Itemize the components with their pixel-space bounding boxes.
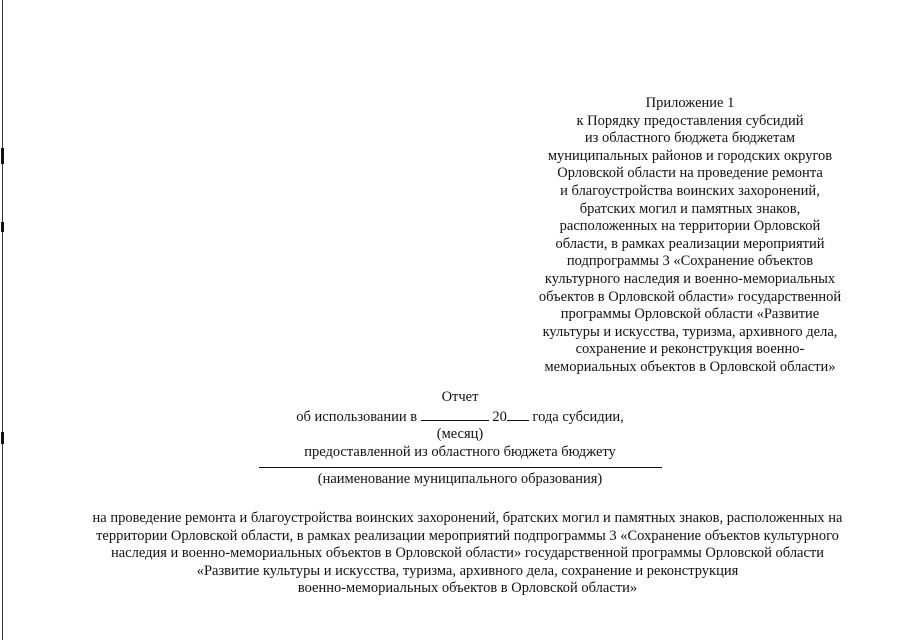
appendix-line: сохранение и реконструкция военно- — [575, 341, 805, 358]
report-usage-line — [150, 407, 770, 427]
appendix-line: расположенных на территории Орловской — [559, 218, 821, 235]
scan-edge-line — [2, 0, 3, 640]
scan-edge-mark — [1, 148, 4, 164]
year-prefix: 20 — [492, 408, 507, 425]
appendix-line: мемориальных объектов в Орловской области» — [544, 358, 836, 375]
month-blank — [421, 407, 489, 421]
purpose-line: «Развитие культуры и искусства, туризма, архивного дела, сохранение и реконструкция — [196, 562, 739, 579]
provided-line: предоставленной из областного бюджета бюджету — [304, 443, 616, 460]
appendix-line: к Порядку предоставления субсидий — [576, 112, 804, 129]
purpose-line: на проведение ремонта и благоустройства воинских захоронений, братских могил и памятных знаков, расположенных на — [92, 510, 843, 526]
appendix-line: Орловской области на проведение ремонта — [557, 165, 823, 182]
report-heading — [150, 389, 770, 489]
appendix-line: объектов в Орловской области» государственной — [538, 288, 842, 305]
purpose-line: наследия и военно-мемориальных объектов в Орловской области» государственной программы Орловской области — [110, 545, 825, 562]
usage-suffix: года субсидии, — [532, 408, 624, 425]
appendix-line: области, в рамках реализации мероприятий — [555, 235, 825, 252]
municipality-blank — [259, 467, 662, 468]
year-blank — [507, 407, 529, 421]
municipality-caption: (наименование муниципального образования) — [317, 471, 603, 488]
usage-prefix: об использовании в — [296, 408, 418, 425]
appendix-line: братских могил и памятных знаков, — [579, 200, 801, 217]
purpose-line: территории Орловской области, в рамках реализации мероприятий подпрограммы 3 «Сохранение объектов культурного — [96, 527, 839, 544]
appendix-line: программы Орловской области «Развитие — [560, 306, 820, 323]
report-title: Отчет — [441, 389, 479, 405]
purpose-line: военно-мемориальных объектов в Орловской области» — [297, 580, 638, 597]
appendix-header — [520, 95, 860, 377]
month-caption: (месяц) — [436, 426, 484, 443]
purpose-paragraph — [60, 510, 875, 598]
appendix-line: культурного наследия и военно-мемориальных — [544, 270, 836, 287]
appendix-line: и благоустройства воинских захоронений, — [560, 182, 820, 199]
scan-edge-mark — [1, 432, 4, 444]
appendix-line: Приложение 1 — [645, 95, 735, 111]
appendix-line: подпрограммы 3 «Сохранение объектов — [566, 253, 814, 270]
appendix-line: из областного бюджета бюджетам — [584, 130, 796, 147]
appendix-line: муниципальных районов и городских округов — [547, 147, 833, 164]
appendix-line: культуры и искусства, туризма, архивного дела, — [542, 323, 838, 340]
scan-edge-mark — [1, 222, 4, 232]
